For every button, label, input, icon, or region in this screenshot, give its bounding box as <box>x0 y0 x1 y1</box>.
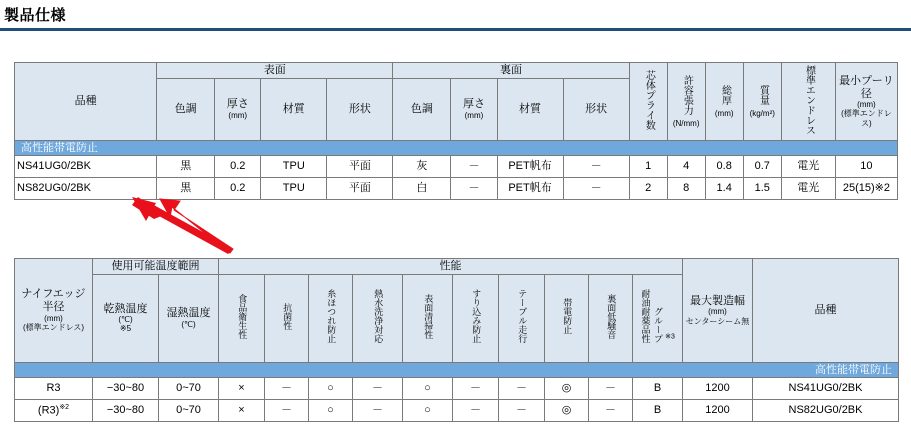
table-row <box>15 399 899 421</box>
red-pointer-arrow-svg <box>130 195 240 257</box>
red-pointer-arrow <box>130 195 240 257</box>
cell-ura-material: PET帆布 <box>497 177 563 199</box>
spec-table-performance <box>14 258 899 422</box>
cell-omote-shape: 平面 <box>327 177 393 199</box>
cell-omote-color: 黒 <box>157 156 215 178</box>
cell-endless: 電光 <box>781 156 835 178</box>
cell-dry-heat: −30~80 <box>93 399 159 421</box>
header-min-pulley: 最小プーリ径 (mm) (標準エンドレス) <box>835 63 897 141</box>
table-row <box>15 177 898 199</box>
header-food-hygiene: 食品衛生性 <box>219 274 265 362</box>
header-ura: 裏面 <box>393 63 629 79</box>
cell-product-name-2: NS41UG0/2BK <box>753 378 899 400</box>
cell-product-name: NS41UG0/2BK <box>15 156 157 178</box>
cell-ura-color: 白 <box>393 177 451 199</box>
cell-ura-thickness: － <box>451 156 497 178</box>
header-antistatic: 帯電防止 <box>545 274 589 362</box>
header-omote-thickness: 厚さ (mm) <box>215 78 261 140</box>
cell-antibacterial: － <box>265 378 309 400</box>
header-omote: 表面 <box>157 63 393 79</box>
cell-ply: 2 <box>629 177 667 199</box>
cell-knife-edge: $(R3)^{※2}$ <box>15 399 93 421</box>
cell-hot-water-wash: － <box>353 399 403 421</box>
cell-tension: 4 <box>667 156 705 178</box>
header-surface-cleaning: 表面清掃性 <box>403 274 453 362</box>
cell-omote-thickness: 0.2 <box>215 156 261 178</box>
header-total-thickness: 総厚 (mm) <box>705 63 743 141</box>
header-mass: 質量 (kg/m²) <box>743 63 781 141</box>
header-endless: 標準エンドレス <box>781 63 835 141</box>
cell-low-noise: － <box>589 399 633 421</box>
cell-hot-water-wash: － <box>353 378 403 400</box>
cell-antibacterial: － <box>265 399 309 421</box>
cell-ura-material: PET帆布 <box>497 156 563 178</box>
cell-mass: 0.7 <box>743 156 781 178</box>
header-max-width: 最大製造幅 (mm) センターシーム無 <box>683 259 753 363</box>
cell-surface-cleaning: ○ <box>403 399 453 421</box>
cell-oil-chemical: B <box>633 399 683 421</box>
header-omote-color: 色調 <box>157 78 215 140</box>
cell-total-thickness: 0.8 <box>705 156 743 178</box>
cell-food-hygiene: × <box>219 399 265 421</box>
table-row <box>15 378 899 400</box>
cell-low-noise: － <box>589 378 633 400</box>
cell-dry-heat: −30~80 <box>93 378 159 400</box>
header-oil-chemical: 耐油耐薬品性 グループ $^{※3}$ <box>633 274 683 362</box>
header-low-noise: 裏面低騒音 <box>589 274 633 362</box>
cell-min-pulley: 25(15)※2 <box>835 177 897 199</box>
table-row <box>15 156 898 178</box>
cell-omote-thickness: 0.2 <box>215 177 261 199</box>
header-performance: 性能 <box>219 259 683 275</box>
header-wet-heat: 湿熱温度 (℃) <box>159 274 219 362</box>
cell-table-running: － <box>499 399 545 421</box>
header-antibacterial: 抗菌性 <box>265 274 309 362</box>
cell-omote-material: TPU <box>261 156 327 178</box>
cell-fray-prevention: ○ <box>309 378 353 400</box>
header-hot-water-wash: 熱水洗浄対応 <box>353 274 403 362</box>
header-ura-shape: 形状 <box>563 78 629 140</box>
header-dry-heat: 乾熱温度 (℃) ※5 <box>93 274 159 362</box>
cell-knife-edge: R3 <box>15 378 93 400</box>
header-ura-color: 色調 <box>393 78 451 140</box>
header-ply: 芯体プライ数 <box>629 63 667 141</box>
cell-ply: 1 <box>629 156 667 178</box>
cell-antistatic: ◎ <box>545 399 589 421</box>
cell-max-width: 1200 <box>683 378 753 400</box>
cell-omote-material: TPU <box>261 177 327 199</box>
header-fray-prevention: 糸ほつれ防止 <box>309 274 353 362</box>
cell-min-pulley: 10 <box>835 156 897 178</box>
cell-product-name: NS82UG0/2BK <box>15 177 157 199</box>
cell-max-width: 1200 <box>683 399 753 421</box>
category-band-antistatic: 高性能帯電防止 <box>15 140 898 156</box>
cell-product-name-2: NS82UG0/2BK <box>753 399 899 421</box>
header-ura-material: 材質 <box>497 78 563 140</box>
header-table-running: テーブル走行 <box>499 274 545 362</box>
cell-oil-chemical: B <box>633 378 683 400</box>
cell-ura-thickness: － <box>451 177 497 199</box>
header-knife-edge: ナイフエッジ半径 (mm) (標準エンドレス) <box>15 259 93 363</box>
cell-omote-color: 黒 <box>157 177 215 199</box>
cell-ura-shape: － <box>563 156 629 178</box>
cell-surface-cleaning: ○ <box>403 378 453 400</box>
header-abrasion-prevention: すり込み防止 <box>453 274 499 362</box>
page-title: 製品仕様 <box>4 7 67 24</box>
cell-antistatic: ◎ <box>545 378 589 400</box>
cell-ura-color: 灰 <box>393 156 451 178</box>
cell-table-running: － <box>499 378 545 400</box>
title-divider <box>0 28 911 31</box>
cell-ura-shape: － <box>563 177 629 199</box>
header-temp-range: 使用可能温度範囲 <box>93 259 219 275</box>
cell-endless: 電光 <box>781 177 835 199</box>
cell-wet-heat: 0~70 <box>159 378 219 400</box>
cell-fray-prevention: ○ <box>309 399 353 421</box>
category-band-antistatic-2: 高性能帯電防止 <box>15 362 899 378</box>
cell-omote-shape: 平面 <box>327 156 393 178</box>
cell-mass: 1.5 <box>743 177 781 199</box>
header-tension: 許容張力 (N/mm) <box>667 63 705 141</box>
cell-wet-heat: 0~70 <box>159 399 219 421</box>
header-ura-thickness: 厚さ (mm) <box>451 78 497 140</box>
cell-tension: 8 <box>667 177 705 199</box>
header-omote-shape: 形状 <box>327 78 393 140</box>
cell-total-thickness: 1.4 <box>705 177 743 199</box>
cell-abrasion-prevention: － <box>453 399 499 421</box>
header-hinshu2: 品種 <box>753 259 899 363</box>
spec-table-surface <box>14 62 898 200</box>
cell-abrasion-prevention: － <box>453 378 499 400</box>
header-hinshu: 品種 <box>15 63 157 141</box>
header-omote-material: 材質 <box>261 78 327 140</box>
cell-food-hygiene: × <box>219 378 265 400</box>
